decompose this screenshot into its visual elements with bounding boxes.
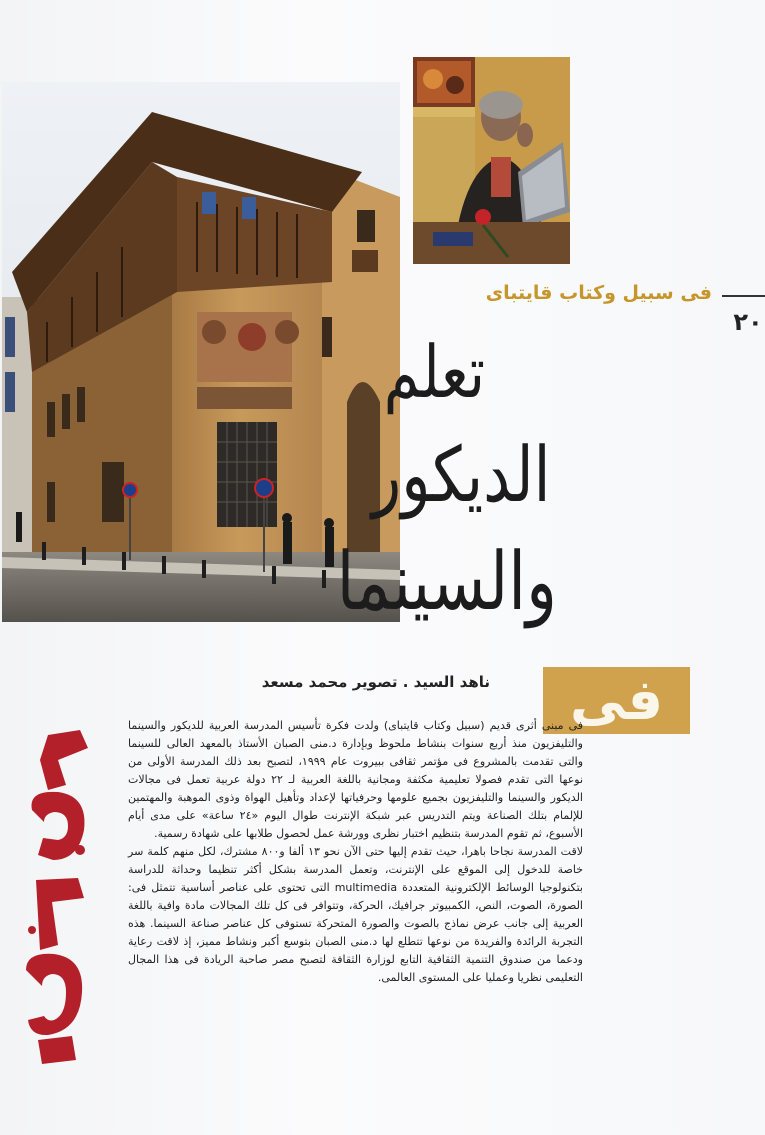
article-paragraph-2: لاقت المدرسة نجاحا باهرا، حيث تقدم إليها حتى الآن نحو ١٣ ألفا و٨٠٠ مشترك، لكل منهم كلمة سر خاصة للدخول إلى الموقع على الإنترنت، وتعمل المدرسة بشكل أكثر تنظيما وحداثة للدراسة بتكنولوجيا الوسائط الإلكترونية المتعددة multimedia التى تحتوى على عناصر أساسية تتمثل فى: الصورة، الصوت، النص، الكمبيوتر جرافيك، الحركة، وتتوافر فى كل تلك المجالات مادة وافية باللغة العربية إلى جانب عرض نماذج بالصوت والصورة المتحركة تستوفى كل عناصر صناعة السينما. هذه التجربة الرائدة والفريدة من نوعها تتطلع لها د.منى الصبان بتوسع أكبر ونشاط مميز، إذ لاقت رعاية ودعما من صندوق التنمية الثقافية التابع لوزارة الثقافة لتصبح مصر صاحبة الريادة فى هذا المجال التعليمى نظريا وعمليا على المستوى العالمى. [128, 845, 583, 984]
portrait-photo [413, 57, 570, 264]
side-calligraphy-graphic [18, 730, 98, 1065]
initial-letters: فى [569, 668, 664, 733]
byline: ناهد السيد . تصوير محمد مسعد [261, 673, 490, 691]
page-number: ٢٠ [733, 308, 763, 336]
article-body [128, 717, 583, 987]
article-paragraph-1: فى مبنى أثرى قديم (سبيل وكتاب قايتباى) ولدت فكرة تأسيس المدرسة العربية للديكور والسينما والتليفزيون منذ أربع سنوات بنشاط ملحوظ وبإدارة د.منى الصبان الأستاذ بالمعهد العالى للسينما والتى تقدمت بالمشروع فى مؤتمر ثقافى ببيروت عام ١٩٩٩، لتصبح بعد ذلك المدرسة الأولى من نوعها التى تقدم فصولا تعليمية مكثفة ومجانية باللغة العربية لـ ٢٢ دولة عربية تعمل فى مجالات الديكور والسينما والتليفزيون بجميع علومها وحرفياتها لإعداد وتأهيل الهواة وذوى الموهبة والمهتمين للإلمام بتلك الصناعة ويتم التدريس عبر شبكة الإنترنت طوال اليوم «٢٤ ساعة» على مدى أيام الأسبوع، ثم تقوم المدرسة بتنظيم اختبار نظرى وورشة عمل لحصول طلابها على شهادة رسمية. [128, 719, 584, 840]
title-line-3: والسينما [336, 535, 557, 628]
title-line-1: تعلم [383, 330, 485, 414]
section-rule [722, 295, 765, 297]
section-label: فى سبيل وكتاب قايتباى [485, 282, 712, 304]
title-line-2: الديكور [371, 430, 551, 519]
